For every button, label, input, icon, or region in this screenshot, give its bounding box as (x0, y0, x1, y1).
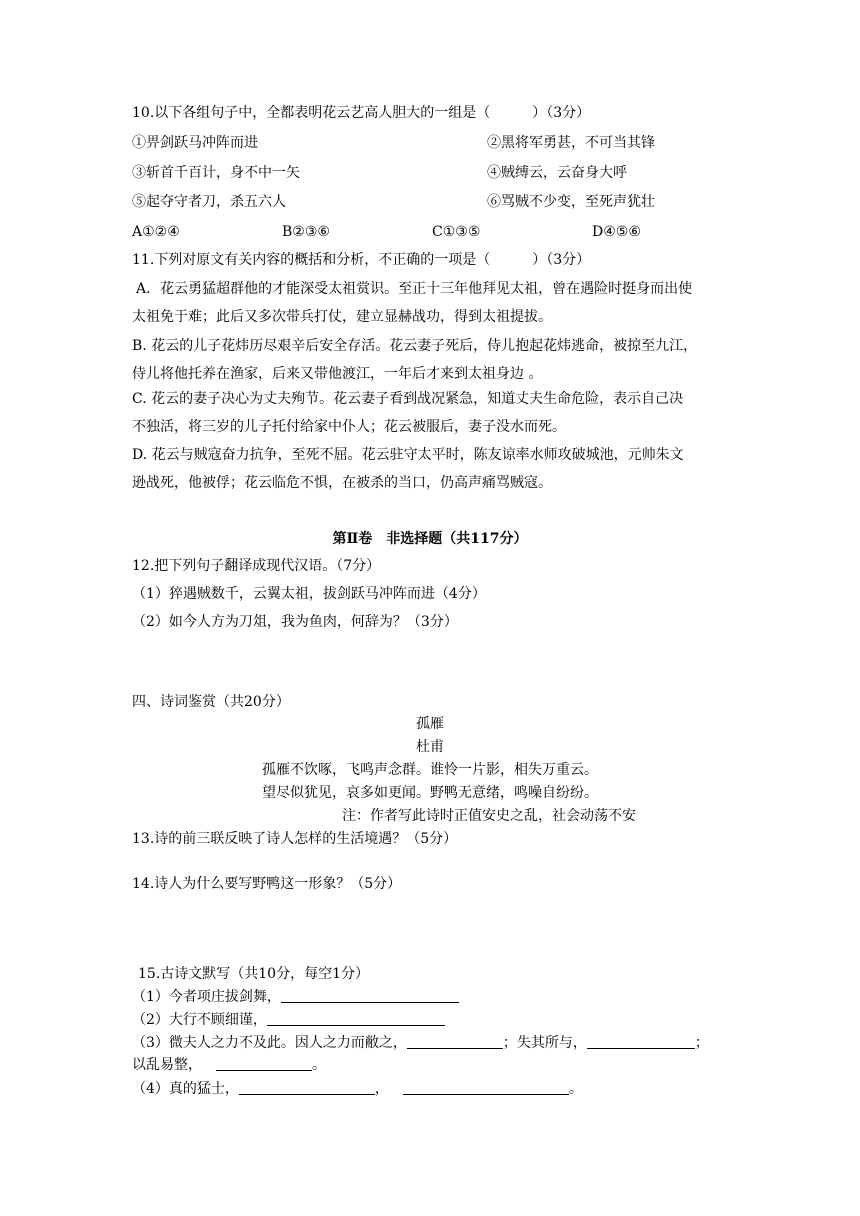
q11-stem: 11.下列对原文有关内容的概括和分析，不正确的一项是（ ）（3分） (132, 252, 591, 268)
q10-item-3: ③斩首千百计，身不中一矢 (132, 165, 300, 181)
q15-line-2 (132, 1010, 445, 1030)
q15-prompt-3a: （3）微夫人之力不及此。因人之力而敝之， (132, 1035, 407, 1051)
q11-option-a-line1: A．花云勇猛超群他的才能深受太祖赏识。至正十三年他拜见太祖，曾在遇险时挺身而出使 (136, 281, 693, 297)
q12-stem: 12.把下列句子翻译成现代汉语。（7分） (132, 558, 381, 574)
answer-blank[interactable] (403, 1080, 569, 1095)
q13-stem: 13.诗的前三联反映了诗人怎样的生活境遇？（5分） (132, 831, 458, 847)
q12-sentence-2: （2）如今人方为刀俎，我为鱼肉，何辞为？（3分） (132, 614, 458, 630)
q10-stem: 10.以下各组句子中，全都表明花云艺高人胆大的一组是（ ）（3分） (132, 105, 591, 121)
poem-line-2: 望尽似犹见，哀多如更闻。野鸭无意绪，鸣噪自纷纷。 (262, 785, 598, 801)
q11-option-c-line2: 不独活，将三岁的儿子托付给家中仆人；花云被服后，妻子没水而死。 (132, 419, 566, 435)
q10-item-4: ④贼缚云，云奋身大呼 (487, 165, 627, 181)
q15-line-1 (132, 987, 459, 1007)
answer-blank[interactable] (281, 988, 459, 1003)
q14-stem: 14.诗人为什么要写野鸭这一形象？（5分） (132, 876, 402, 892)
q15-stem: 15.古诗文默写（共10分，每空1分） (138, 966, 369, 982)
q15-prompt-4b: ， (374, 1081, 389, 1097)
q10-option-b: B②③⑥ (282, 224, 330, 240)
q11-option-d-line1: D. 花云与贼寇奋力抗争，至死不屈。花云驻守太平时，陈友谅率水师攻破城池，元帅朱文 (132, 447, 684, 463)
q11-option-b-line2: 侍儿将他托养在渔家，后来又带他渡江，一年后才来到太祖身边 。 (132, 366, 543, 382)
answer-blank[interactable] (239, 1080, 375, 1095)
q15-prompt-3b: ；失其所与， (502, 1035, 587, 1051)
q15-line-3 (132, 1033, 709, 1053)
q11-option-b-line1: B. 花云的儿子花炜历尽艰辛后安全存活。花云妻子死后，侍儿抱起花炜逃命，被掠至九江， (132, 338, 698, 354)
answer-blank[interactable] (587, 1034, 695, 1049)
q12-sentence-1: （1）猝遇贼数千，云翼太祖，拔剑跃马冲阵而进（4分） (132, 586, 486, 602)
q10-option-d: D④⑤⑥ (592, 224, 641, 240)
poem-line-1: 孤雁不饮啄，飞鸣声念群。谁怜一片影，相失万重云。 (262, 762, 598, 778)
answer-blank[interactable] (267, 1011, 445, 1026)
q15-prompt-4a: （4）真的猛士， (132, 1081, 239, 1097)
q15-prompt-3c: ； (694, 1035, 709, 1051)
q10-item-6: ⑥骂贼不少变，至死声犹壮 (487, 194, 655, 210)
q11-option-d-line2: 逊战死，他被俘；花云临危不惧，在被杀的当口，仍高声痛骂贼寇。 (132, 475, 552, 491)
q15-prompt-1: （1）今者项庄拔剑舞， (132, 989, 281, 1005)
q15-prompt-4c: 。 (568, 1081, 583, 1097)
q11-option-a-line2: 太祖免于难；此后又多次带兵打仗，建立显赫战功，得到太祖提拔。 (132, 309, 552, 325)
q10-option-a: A①②④ (132, 224, 180, 240)
q15-line-4 (132, 1079, 583, 1099)
poetry-heading: 四、诗词鉴赏（共20分） (132, 694, 290, 710)
q15-prompt-2: （2）大行不顾细谨， (132, 1012, 267, 1028)
answer-blank[interactable] (216, 1056, 312, 1071)
q15-prompt-3e: 。 (312, 1057, 326, 1073)
poem-note: 注：作者写此诗时正值安史之乱，社会动荡不安 (342, 808, 636, 824)
section-title: 第Ⅱ卷 非选择题（共117分） (332, 531, 528, 547)
q15-prompt-3d: 以乱易整， (132, 1057, 202, 1073)
q10-item-5: ⑤起夺守者刀，杀五六人 (132, 194, 286, 210)
q10-item-1: ①畀剑跃马冲阵而进 (132, 135, 258, 151)
poem-title: 孤雁 (416, 716, 444, 732)
q10-item-2: ②黑将军勇甚，不可当其锋 (487, 135, 655, 151)
q15-line-3-cont (132, 1055, 326, 1075)
q10-option-c: C①③⑤ (432, 224, 481, 240)
poem-author: 杜甫 (416, 739, 444, 755)
q11-option-c-line1: C. 花云的妻子决心为丈夫殉节。花云妻子看到战况紧急，知道丈夫生命危险，表示自己决 (132, 391, 684, 407)
answer-blank[interactable] (407, 1034, 503, 1049)
